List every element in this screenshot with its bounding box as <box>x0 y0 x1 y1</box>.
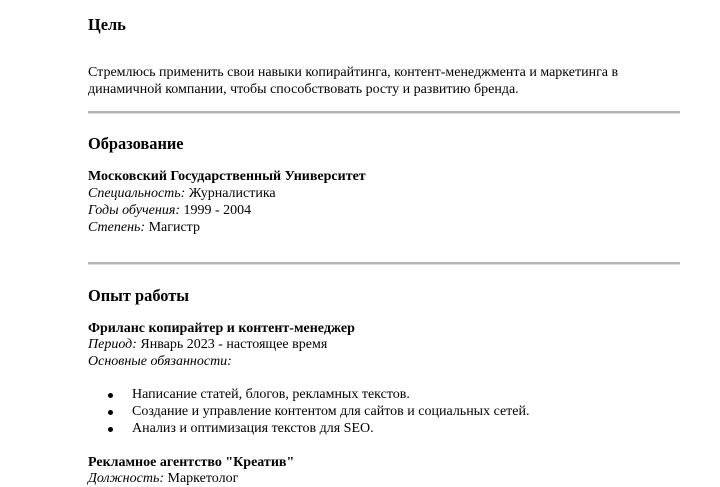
list-item: Анализ и оптимизация текстов для SEO. <box>132 420 530 437</box>
job-position <box>88 470 238 487</box>
experience-heading: Опыт работы <box>88 286 190 305</box>
list-item: Создание и управление контентом для сайтов и социальных сетей. <box>132 404 530 419</box>
education-degree <box>88 219 200 236</box>
period-value: Январь 2023 - настоящее время <box>136 337 328 352</box>
section-divider <box>88 262 680 265</box>
years-value: 1999 - 2004 <box>180 203 252 218</box>
specialty-value: Журналистика <box>185 186 276 201</box>
years-label: Годы обучения: <box>88 203 181 218</box>
education-heading: Образование <box>88 134 184 153</box>
objective-heading: Цель <box>88 15 126 34</box>
period-label: Период: <box>88 337 137 352</box>
position-label: Должность: <box>88 471 164 486</box>
job-duties-list <box>88 386 530 437</box>
section-divider <box>88 111 680 114</box>
education-specialty <box>88 185 276 202</box>
job-duties-label: Основные обязанности: <box>88 354 232 369</box>
position-value: Маркетолог <box>164 471 239 486</box>
education-years <box>88 202 251 219</box>
degree-value: Магистр <box>145 220 200 235</box>
job-title: Рекламное агентство "Креатив" <box>88 455 295 470</box>
specialty-label: Специальность: <box>88 186 186 201</box>
education-institution: Московский Государственный Университет <box>88 169 366 184</box>
objective-text-line-2: динамичной компании, чтобы способствовать росту и развитию бренда. <box>88 82 519 97</box>
list-item: Написание статей, блогов, рекламных текстов. <box>132 386 530 403</box>
objective-text-line-1: Стремлюсь применить свои навыки копирайтинга, контент-менеджмента и маркетинга в <box>88 65 619 80</box>
job-title: Фриланс копирайтер и контент-менеджер <box>88 321 355 336</box>
degree-label: Степень: <box>88 220 146 235</box>
job-period <box>88 336 327 353</box>
